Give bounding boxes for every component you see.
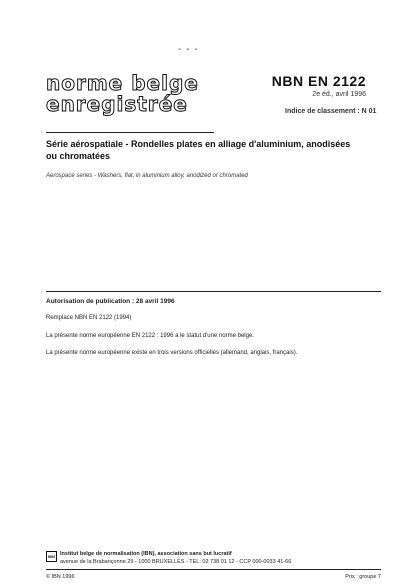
replaces-standard: Remplace NBN EN 2122 (1994) bbox=[46, 315, 132, 321]
title-rule bbox=[46, 132, 214, 133]
price-group: Prix : groupe 7 bbox=[345, 574, 381, 580]
title-english: Aerospace series - Washers, flat, in aluminium alloy, anodized or chromated bbox=[46, 173, 248, 179]
info-rule bbox=[46, 291, 381, 292]
brand-line-2: enregistrée bbox=[46, 92, 188, 116]
status-statement: La présente norme européenne EN 2122 : 1996 a le statut d'une norme belge. bbox=[46, 333, 254, 339]
title-french-line-1: Série aérospatiale - Rondelles plates en alliage d'aluminium, anodisées bbox=[46, 139, 351, 149]
ibn-logo: IBN bbox=[46, 551, 57, 562]
versions-statement: La présente norme européenne existe en trois versions officielles (allemand, anglais, français). bbox=[46, 350, 298, 356]
brand-line-1: norme belge bbox=[46, 71, 199, 95]
footer-rule bbox=[46, 569, 381, 570]
title-french-line-2: ou chromatées bbox=[46, 151, 111, 161]
edition-date: 2e éd., avril 1996 bbox=[312, 91, 366, 98]
document-number: NBN EN 2122 bbox=[271, 73, 366, 89]
top-dashes: - - - bbox=[178, 44, 199, 55]
copyright: © IBN 1996 bbox=[46, 574, 75, 580]
authorization-date: Autorisation de publication : 28 avril 1996 bbox=[46, 298, 175, 305]
institute-name: Institut belge de normalisation (IBN), association sans but lucratif bbox=[60, 551, 232, 557]
classification-index: Indice de classement : N 01 bbox=[285, 108, 377, 115]
institute-address: avenue de la Brabançonne 29 - 1000 BRUXELLES - TEL: 02 738 01 12 - CCP 000-0033 41-66 bbox=[60, 559, 292, 565]
